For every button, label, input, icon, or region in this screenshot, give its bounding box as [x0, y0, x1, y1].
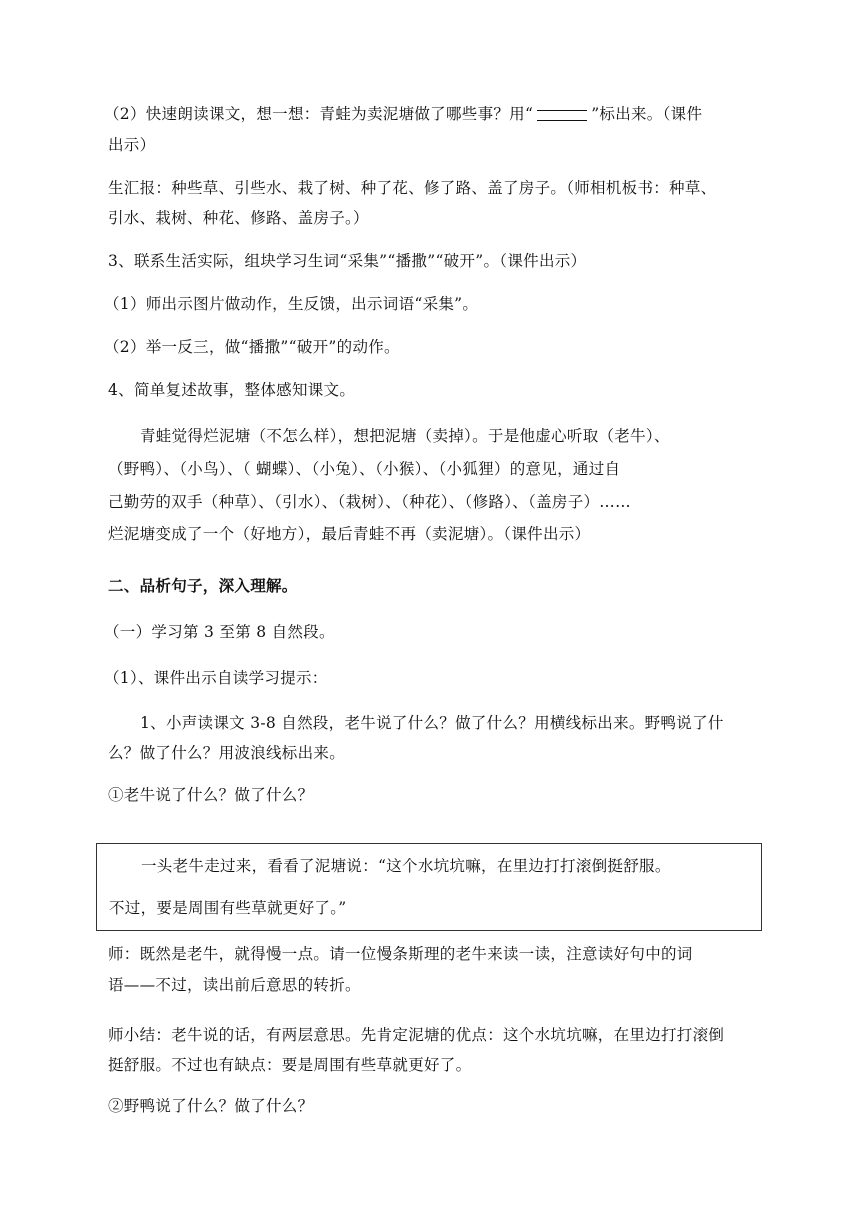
paragraph-line: 青蛙觉得烂泥塘（不怎么样），想把泥塘（卖掉）。于是他虚心听取（老牛）、	[140, 427, 670, 445]
section-heading: 二、品析句子，深入理解。	[108, 576, 298, 595]
quote-line: 一头老牛走过来，看看了泥塘说：“这个水坑坑嘛，在里边打打滚倒挺舒服。	[141, 857, 671, 875]
paragraph-line: 己勤劳的双手（种草）、（引水）、（栽树）、（种花）、（修路）、（盖房子）……	[108, 493, 631, 511]
paragraph-line: ①老牛说了什么？做了什么？	[108, 786, 314, 804]
paragraph-line: ②野鸭说了什么？做了什么？	[108, 1097, 314, 1115]
quote-line: 不过，要是周围有些草就更好了。”	[109, 899, 347, 917]
paragraph-line: （野鸭）、（小鸟）、（ 蝴蝶）、（小兔）、（小猴）、（小狐狸）的意见，通过自	[108, 460, 621, 478]
paragraph-line: 烂泥塘变成了一个（好地方），最后青蛙不再（卖泥塘）。（课件出示）	[108, 525, 591, 543]
double-underline-mark	[537, 110, 587, 121]
paragraph-line: 引水、栽树、种花、修路、盖房子。）	[108, 209, 369, 227]
quote-box	[96, 843, 762, 931]
paragraph-line: 1、小声读课文 3-8 自然段，老牛说了什么？做了什么？用横线标出来。野鸭说了什	[140, 714, 724, 732]
text-segment: （2）快速朗读课文，想一想：青蛙为卖泥塘做了哪些事？用“	[104, 105, 534, 123]
paragraph-line: （2）举一反三，做“播撒”“破开”的动作。	[104, 338, 400, 356]
paragraph-line: （1）、课件出示自读学习提示：	[104, 669, 328, 687]
paragraph-line: 生汇报：种些草、引些水、栽了树、种了花、修了路、盖了房子。（师相机板书：种草、	[108, 179, 717, 197]
paragraph-line: 师小结：老牛说的话，有两层意思。先肯定泥塘的优点：这个水坑坑嘛，在里边打打滚倒	[108, 1026, 725, 1044]
paragraph-line: 挺舒服。不过也有缺点：要是周围有些草就更好了。	[108, 1056, 472, 1074]
paragraph-line: 师：既然是老牛，就得慢一点。请一位慢条斯理的老牛来读一读，注意读好句中的词	[108, 945, 693, 963]
paragraph-line: 语——不过，读出前后意思的转折。	[108, 976, 361, 994]
paragraph-line: 出示）	[108, 136, 156, 154]
text-segment: ”标出来。（课件	[591, 105, 703, 123]
paragraph-line: （1）师出示图片做动作，生反馈，出示词语“采集”。	[104, 295, 479, 313]
paragraph-line: 3、联系生活实际，组块学习生词“采集”“播撒”“破开”。（课件出示）	[108, 252, 587, 270]
paragraph-line: 么？做了什么？用波浪线标出来。	[108, 744, 346, 762]
paragraph-line	[104, 102, 702, 124]
paragraph-line: 4、简单复述故事，整体感知课文。	[108, 381, 356, 399]
paragraph-line: （一）学习第 3 至第 8 自然段。	[104, 623, 335, 641]
